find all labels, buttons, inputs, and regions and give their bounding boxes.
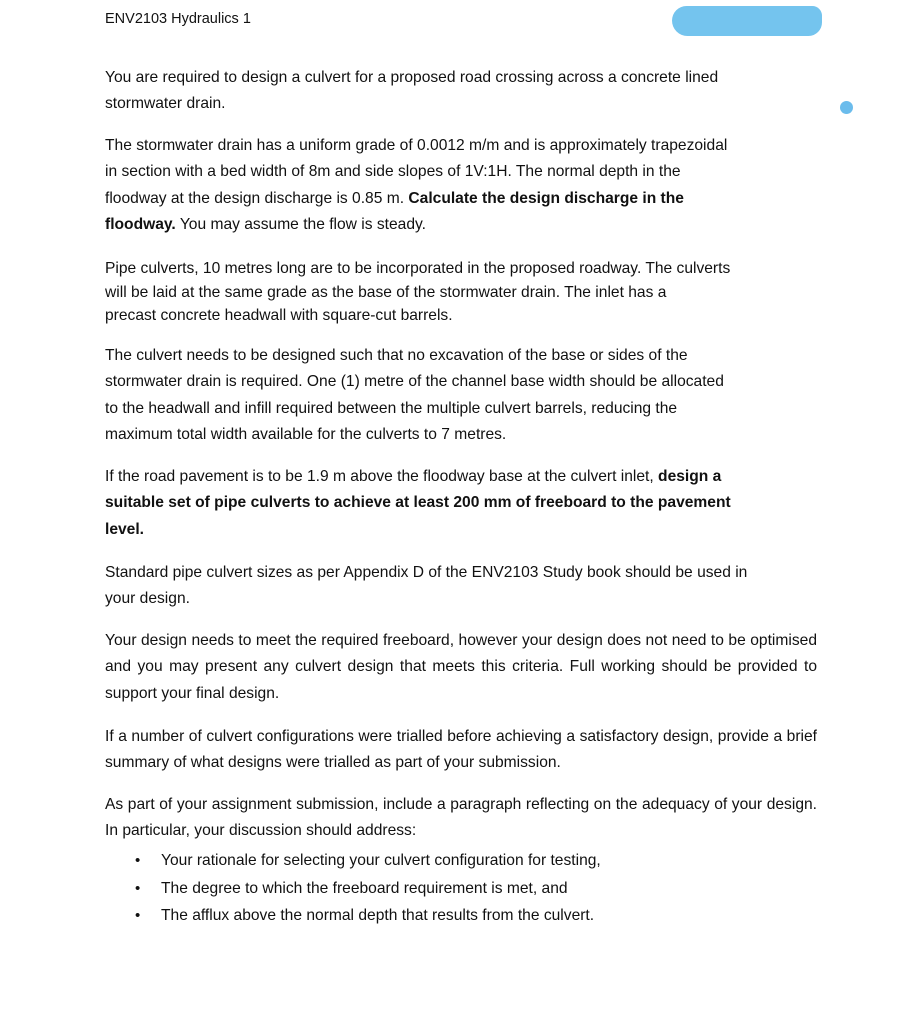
paragraph-drain-note: You may assume the flow is steady.: [175, 215, 426, 233]
paragraph-intro: You are required to design a culvert for a proposed road crossing across a concrete lined stormwater drain.: [105, 69, 719, 113]
annotation-dot: [840, 101, 853, 114]
bullet-icon: •: [135, 907, 141, 924]
list-item-text: Your rationale for selecting your culvert configuration for testing,: [161, 852, 601, 869]
paragraph-road-pavement: [105, 464, 817, 543]
list-item-text: The degree to which the freeboard requirement is met, and: [161, 879, 568, 897]
paragraph-trialled-designs: If a number of culvert configurations were trialled before achieving a satisfactory design, provide a brief summary of what designs were trialled as part of your submission.: [105, 728, 817, 772]
paragraph-pipe-culverts: Pipe culverts, 10 metres long are to be incorporated in the proposed roadway. The culverts will be laid at the same grade as the base of the stormwater drain. The inlet has a precast concrete headwall with square-cut barrels.: [105, 260, 731, 324]
redaction-mark: [672, 6, 822, 36]
paragraph-drain-text: The stormwater drain has a uniform grade of 0.0012 m/m and is approximately trapezoidal in section with a bed width of 8m and side slopes of 1V:1H. The normal depth in the floodway at the design discharge is 0.85 m.: [105, 137, 728, 207]
paragraph-reflection: As part of your assignment submission, include a paragraph reflecting on the adequacy of your design. In particular, your discussion should address:: [105, 796, 817, 840]
paragraph-road-task: design a suitable set of pipe culverts to achieve at least 200 mm of freeboard to the pavement level.: [105, 468, 731, 538]
paragraph-drain-task: Calculate the design discharge in the floodway.: [105, 189, 684, 233]
paragraph-standard-sizes: Standard pipe culvert sizes as per Appendix D of the ENV2103 Study book should be used in your design.: [105, 564, 748, 608]
paragraph-design-requirements: Your design needs to meet the required freeboard, however your design does not need to be optimised and you may present any culvert design that meets this criteria. Full working should be provided to support your final design.: [105, 632, 817, 702]
bullet-icon: •: [135, 852, 141, 869]
list-item-text: The afflux above the normal depth that results from the culvert.: [161, 907, 595, 924]
list-item: [105, 875, 817, 903]
paragraph-excavation: The culvert needs to be designed such that no excavation of the base or sides of the stormwater drain is required. One (1) metre of the channel base width should be allocated to the headwall and infill required between the multiple culvert barrels, reducing the maximum total width available for the culverts to 7 metres.: [105, 347, 724, 443]
paragraph-drain-description: [105, 133, 817, 238]
page-header-title: ENV2103 Hydraulics 1: [105, 11, 251, 27]
list-item: [105, 847, 817, 875]
discussion-points-list: [105, 847, 817, 930]
list-item: [105, 902, 817, 930]
bullet-icon: •: [135, 879, 141, 897]
paragraph-road-text: If the road pavement is to be 1.9 m above the floodway base at the culvert inlet,: [105, 468, 659, 485]
